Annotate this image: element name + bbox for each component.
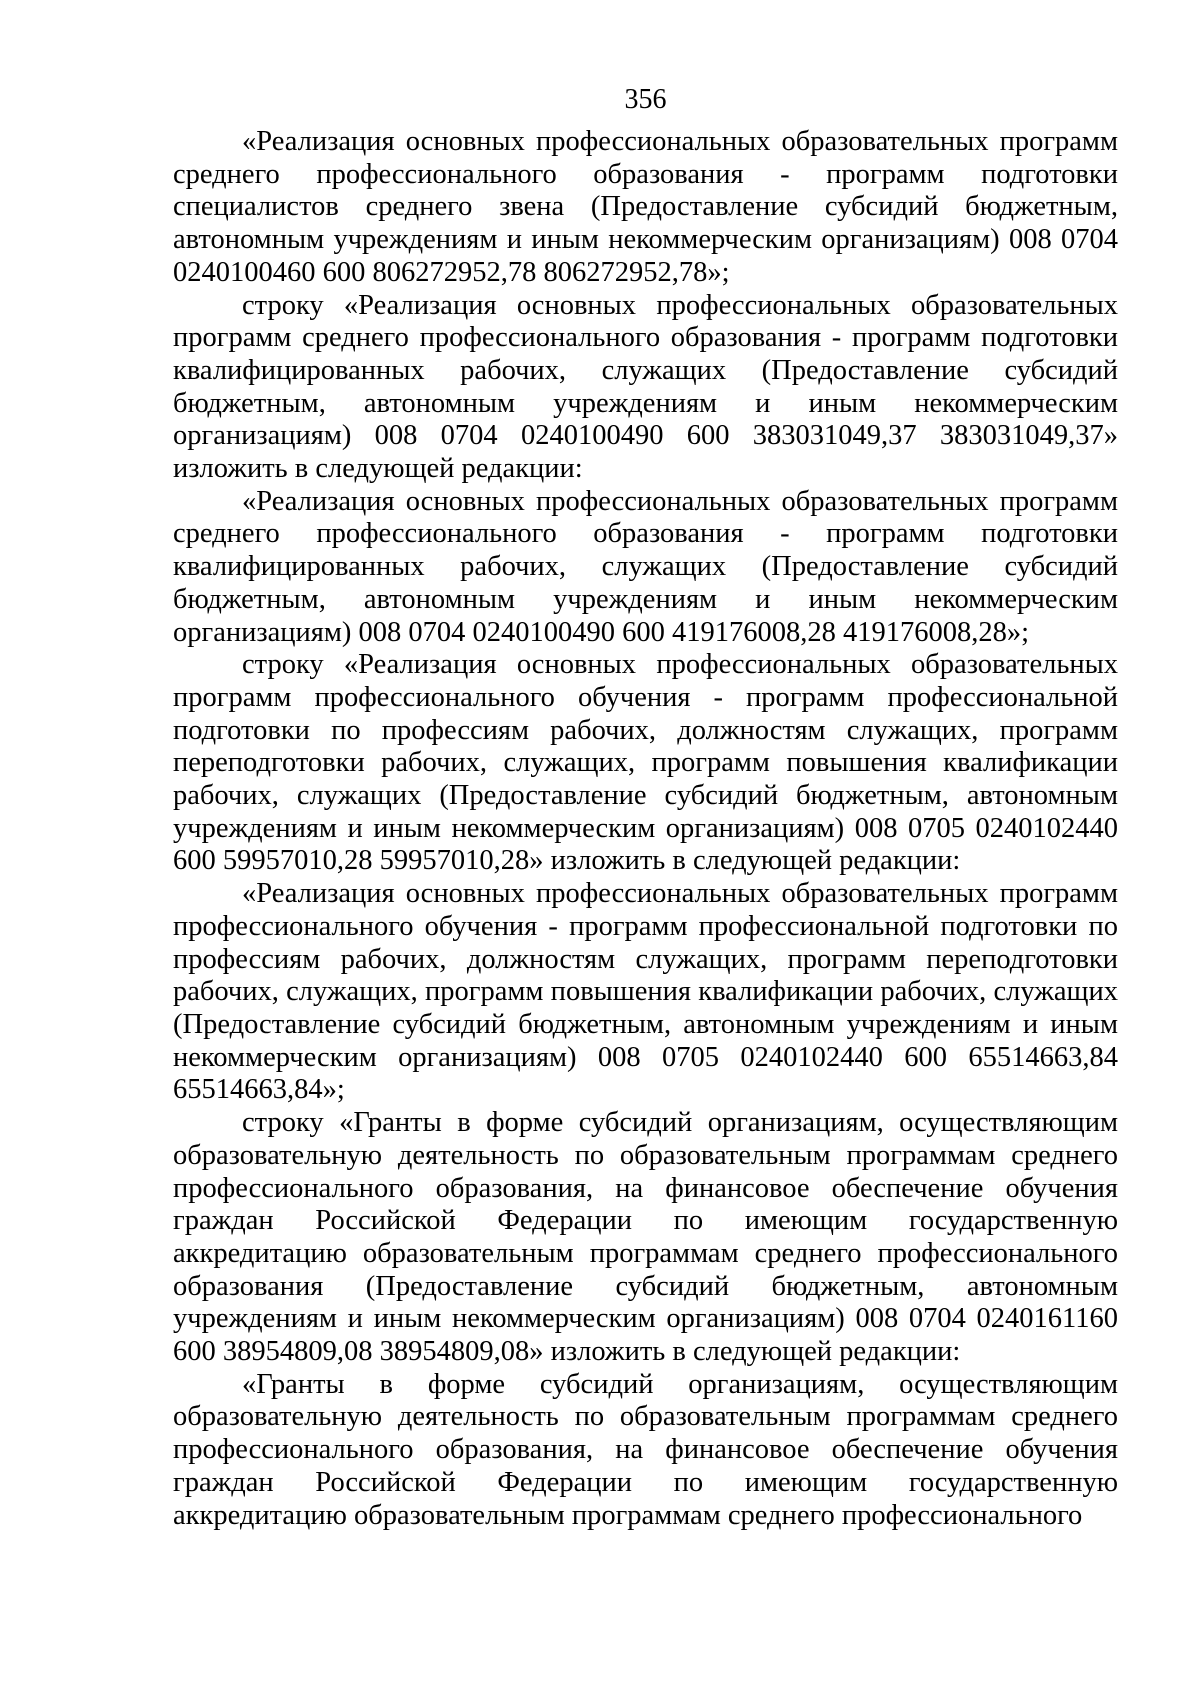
document-page [173,84,1118,1532]
paragraph-7: «Гранты в форме субсидий организациям, осуществляющим образовательную деятельность по образовательным программам среднего профессионального образования, на финансовое обеспечение обучения граждан Российской Федерации по имеющим государственную аккредитацию образовательным программам среднего профессионального [173,1368,1118,1531]
paragraph-1: «Реализация основных профессиональных образовательных программ среднего профессионального образования - программ подготовки специалистов среднего звена (Предоставление субсидий бюджетным, автономным учреждениям и иным некоммерческим организациям) 008 0704 0240100460 600 806272952,78 806272952,78»; [173,126,1118,288]
paragraph-5: «Реализация основных профессиональных образовательных программ профессионального обучения - программ профессиональной подготовки по профессиям рабочих, должностям служащих, программ переподготовки рабочих, служащих, программ повышения квалификации рабочих, служащих (Предоставление субсидий бюджетным, автономным учреждениям и иным некоммерческим организациям) 008 0705 0240102440 600 65514663,84 65514663,84»; [173,878,1118,1106]
paragraph-4: строку «Реализация основных профессиональных образовательных программ профессионального обучения - программ профессиональной подготовки по профессиям рабочих, должностям служащих, программ переподготовки рабочих, служащих, программ повышения квалификации рабочих, служащих (Предоставление субсидий бюджетным, автономным учреждениям и иным некоммерческим организациям) 008 0705 0240102440 600 59957010,28 59957010,28» изложить в следующей редакции: [173,649,1118,877]
paragraph-6: строку «Гранты в форме субсидий организациям, осуществляющим образовательную деятельность по образовательным программам среднего профессионального образования, на финансовое обеспечение обучения граждан Российской Федерации по имеющим государственную аккредитацию образовательным программам среднего профессионального образования (Предоставление субсидий бюджетным, автономным учреждениям и иным некоммерческим организациям) 008 0704 0240161160 600 38954809,08 38954809,08» изложить в следующей редакции: [173,1107,1118,1368]
page-number: 356 [624,84,667,115]
paragraph-2: строку «Реализация основных профессиональных образовательных программ среднего профессионального образования - программ подготовки квалифицированных рабочих, служащих (Предоставление субсидий бюджетным, автономным учреждениям и иным некоммерческим организациям) 008 0704 0240100490 600 383031049,37 383031049,37» изложить в следующей редакции: [173,289,1118,485]
paragraph-3: «Реализация основных профессиональных образовательных программ среднего профессионального образования - программ подготовки квалифицированных рабочих, служащих (Предоставление субсидий бюджетным, автономным учреждениям и иным некоммерческим организациям) 008 0704 0240100490 600 419176008,28 419176008,28»; [173,485,1118,648]
